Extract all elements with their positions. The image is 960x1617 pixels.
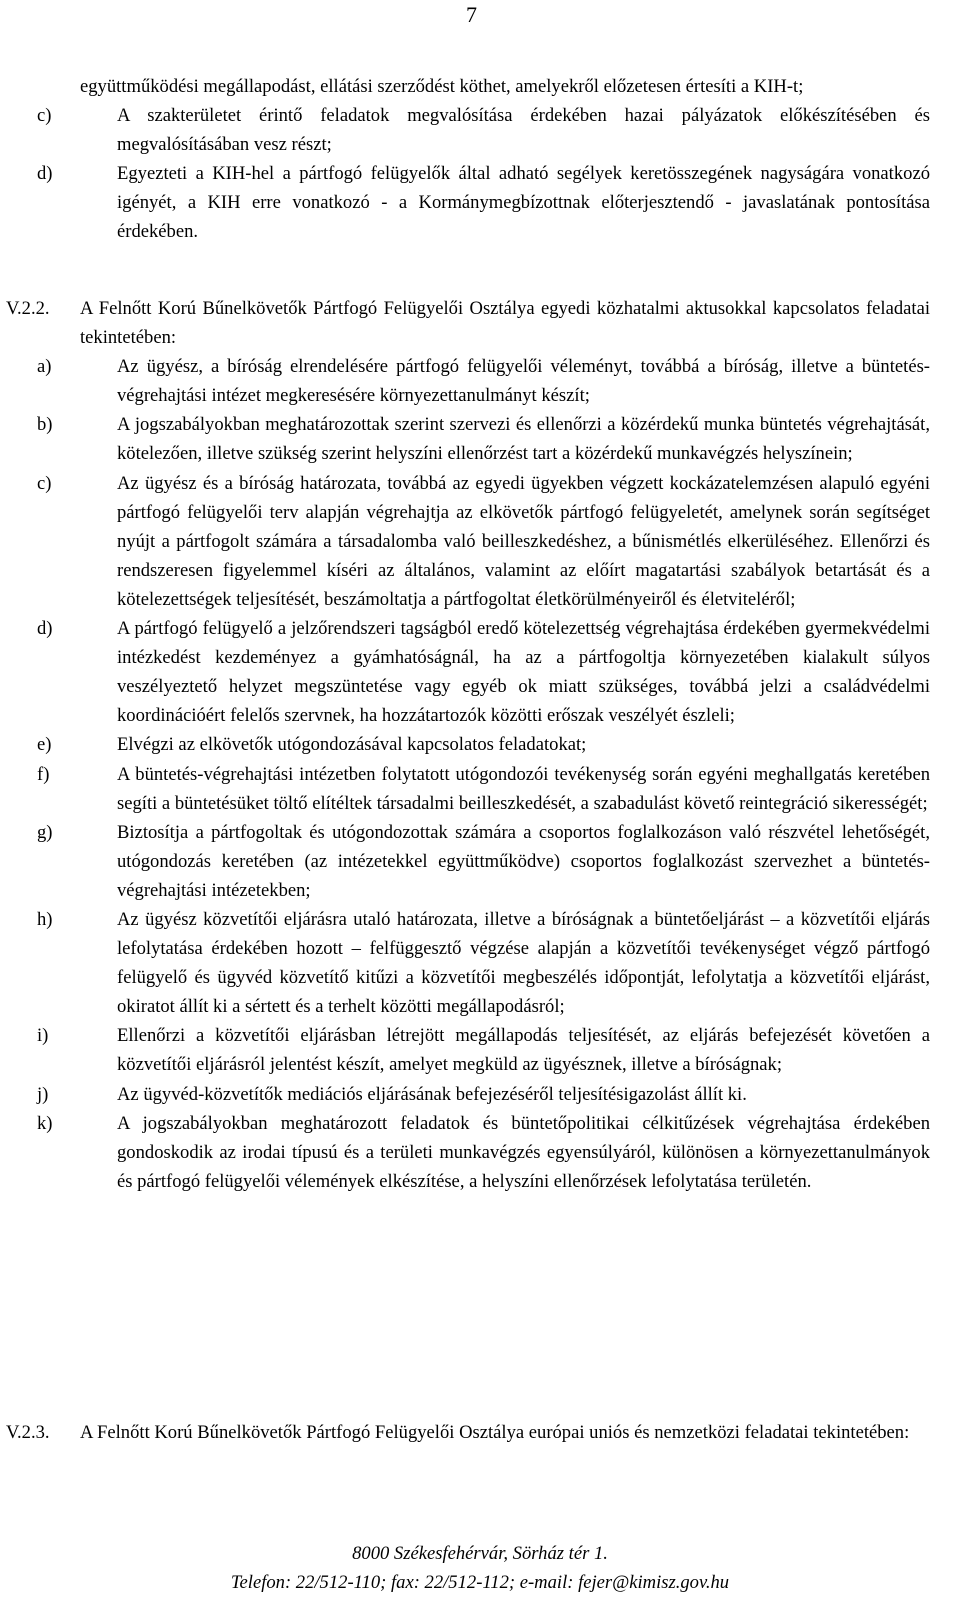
item-text: A szakterületet érintő feladatok megvalósítása érdekében hazai pályázatok előkészítésében és megvalósításában vesz részt; — [117, 105, 930, 156]
section-number: V.2.3. — [6, 1422, 50, 1443]
list-item-c — [37, 469, 930, 614]
list-item-j — [37, 1080, 930, 1109]
list-item-g — [37, 818, 930, 905]
item-label: b) — [37, 414, 53, 436]
item-label: d) — [37, 618, 53, 640]
continuation-block — [37, 72, 930, 247]
item-text: Elvégzi az elkövetők utógondozásával kapcsolatos feladatokat; — [117, 734, 587, 756]
item-label: c) — [37, 472, 52, 494]
section-intro — [6, 1418, 930, 1447]
list-item-k — [37, 1109, 930, 1196]
item-label: j) — [37, 1083, 49, 1105]
item-label: c) — [37, 105, 52, 127]
list-item-e — [37, 730, 930, 759]
section-v-2-2 — [6, 294, 930, 1196]
list-item-f — [37, 760, 930, 818]
item-label: g) — [37, 821, 53, 843]
page-number: 7 — [466, 2, 477, 27]
list-item-a — [37, 352, 930, 410]
list-item-d — [37, 159, 930, 246]
item-label: i) — [37, 1025, 49, 1047]
item-label: k) — [37, 1112, 53, 1134]
item-text: Az ügyész közvetítői eljárásra utaló határozata, illetve a bíróságnak a büntetőeljárást – a közvetítői eljárás lefolytatása érdekében hozott – felfüggesztő végzése alapján a közvetítői tevékenységet végző pártfogó felügyelő és ügyvéd közvetítő kitűzi a közvetítői megbeszélés időpontját, lefolytatja a közvetítői eljárást, okiratot állít ki a sértett és a terhelt közötti megállapodásról; — [117, 908, 930, 1018]
item-text: Az ügyvéd-közvetítők mediációs eljárásának befejezéséről teljesítésigazolást állít ki. — [117, 1083, 747, 1105]
item-label: d) — [37, 163, 53, 185]
section-intro — [6, 294, 930, 352]
item-text: Egyezteti a KIH-hel a pártfogó felügyelők által adható segélyek keretösszegének nagyságára vonatkozó igényét, a KIH erre vonatkozó - a Kormánymegbízottnak előterjesztendő - javaslatának pontosítása érdekében. — [117, 163, 930, 243]
item-text: A büntetés-végrehajtási intézetben folytatott utógondozói tevékenység során egyéni meghallgatás keretében segíti a büntetésüket töltő elítéltek társadalmi beilleszkedését, a szabadulást követő reintegráció sikerességét; — [117, 763, 930, 814]
list-item-i — [37, 1021, 930, 1079]
item-text: Az ügyész, a bíróság elrendelésére pártfogó felügyelői véleményt, továbbá a bíróság, illetve a büntetés-végrehajtási intézet megkeresésére környezettanulmányt készít; — [117, 356, 930, 407]
item-text: A jogszabályokban meghatározott feladatok és büntetőpolitikai célkitűzések végrehajtása érdekében gondoskodik az irodai típusú és a területi munkavégzés egyensúlyáról, különösen a környezettanulmányok és pártfogó felügyelői vélemények elkészítése, a helyszíni ellenőrzések lefolytatása területén. — [117, 1112, 930, 1192]
item-label: a) — [37, 356, 52, 378]
section-intro-text: A Felnőtt Korú Bűnelkövetők Pártfogó Felügyelői Osztálya egyedi közhatalmi aktusokkal kapcsolatos feladatai tekintetében: — [80, 298, 930, 349]
item-text: A pártfogó felügyelő a jelzőrendszeri tagságból eredő kötelezettség végrehajtása érdekében gyermekvédelmi intézkedést kezdeményez a gyámhatóságnál, ha az a pártfogoltja környezetében kialakult súlyos veszélyeztető helyzet megszüntetése vagy egyéb ok miatt szükséges, továbbá jelzi a családvédelmi koordinációért felelős szervnek, ha hozzátartozók közötti erőszak veszélyét észleli; — [117, 618, 930, 727]
item-label: h) — [37, 908, 53, 930]
section-intro-text: A Felnőtt Korú Bűnelkövetők Pártfogó Felügyelői Osztálya európai uniós és nemzetközi feladatai tekintetében: — [80, 1422, 910, 1443]
item-text: Biztosítja a pártfogoltak és utógondozottak számára a csoportos foglalkozáson való részvétel lehetőségét, utógondozás keretében (az intézetekkel együttműködve) csoportos foglalkozást szervezhet a büntetés-végrehajtási intézetekben; — [117, 821, 930, 901]
item-label: f) — [37, 763, 50, 785]
item-label: e) — [37, 734, 52, 756]
item-text: Az ügyész és a bíróság határozata, továbbá az egyedi ügyekben végzett kockázatelemzésen alapuló egyéni pártfogó felügyelői terv alapján végrehajtja az elkövetők pártfogó felügyeletét, amelynek során segítséget nyújt a pártfogolt számára a társadalomba való beilleszkedéshez, a bűnismétlés elkerüléséhez. Ellenőrzi és rendszeresen figyelemmel kíséri az általános, valamint az előírt magatartási szabályok betartását és a kötelezettségek teljesítését, beszámoltatja a pártfogoltat életkörülményeiről és életviteléről; — [117, 472, 930, 610]
item-text: Ellenőrzi a közvetítői eljárásban létrejött megállapodás teljesítését, az eljárás befejezését követően a közvetítői eljárásról jelentést készít, amelyet megküld az ügyésznek, illetve a bíróságnak; — [117, 1025, 930, 1076]
list-item-c — [37, 101, 930, 159]
footer-address: 8000 Székesfehérvár, Sörház tér 1. — [352, 1543, 608, 1564]
footer-contact: Telefon: 22/512-110; fax: 22/512-112; e-mail: fejer@kimisz.gov.hu — [230, 1572, 730, 1593]
list-item-d — [37, 614, 930, 730]
list-item-b — [37, 410, 930, 468]
continuation-text: együttműködési megállapodást, ellátási szerződést köthet, amelyekről előzetesen értesíti a KIH-t; — [80, 76, 804, 97]
item-text: A jogszabályokban meghatározottak szerint szervezi és ellenőrzi a közérdekű munka büntetés végrehajtását, kötelezően, illetve szükség szerint helyszíni ellenőrzést tart a közérdekű munkavégzés helyszínein; — [117, 414, 930, 465]
section-v-2-3 — [6, 1418, 930, 1447]
list-item-h — [37, 905, 930, 1021]
section-number: V.2.2. — [6, 298, 50, 319]
